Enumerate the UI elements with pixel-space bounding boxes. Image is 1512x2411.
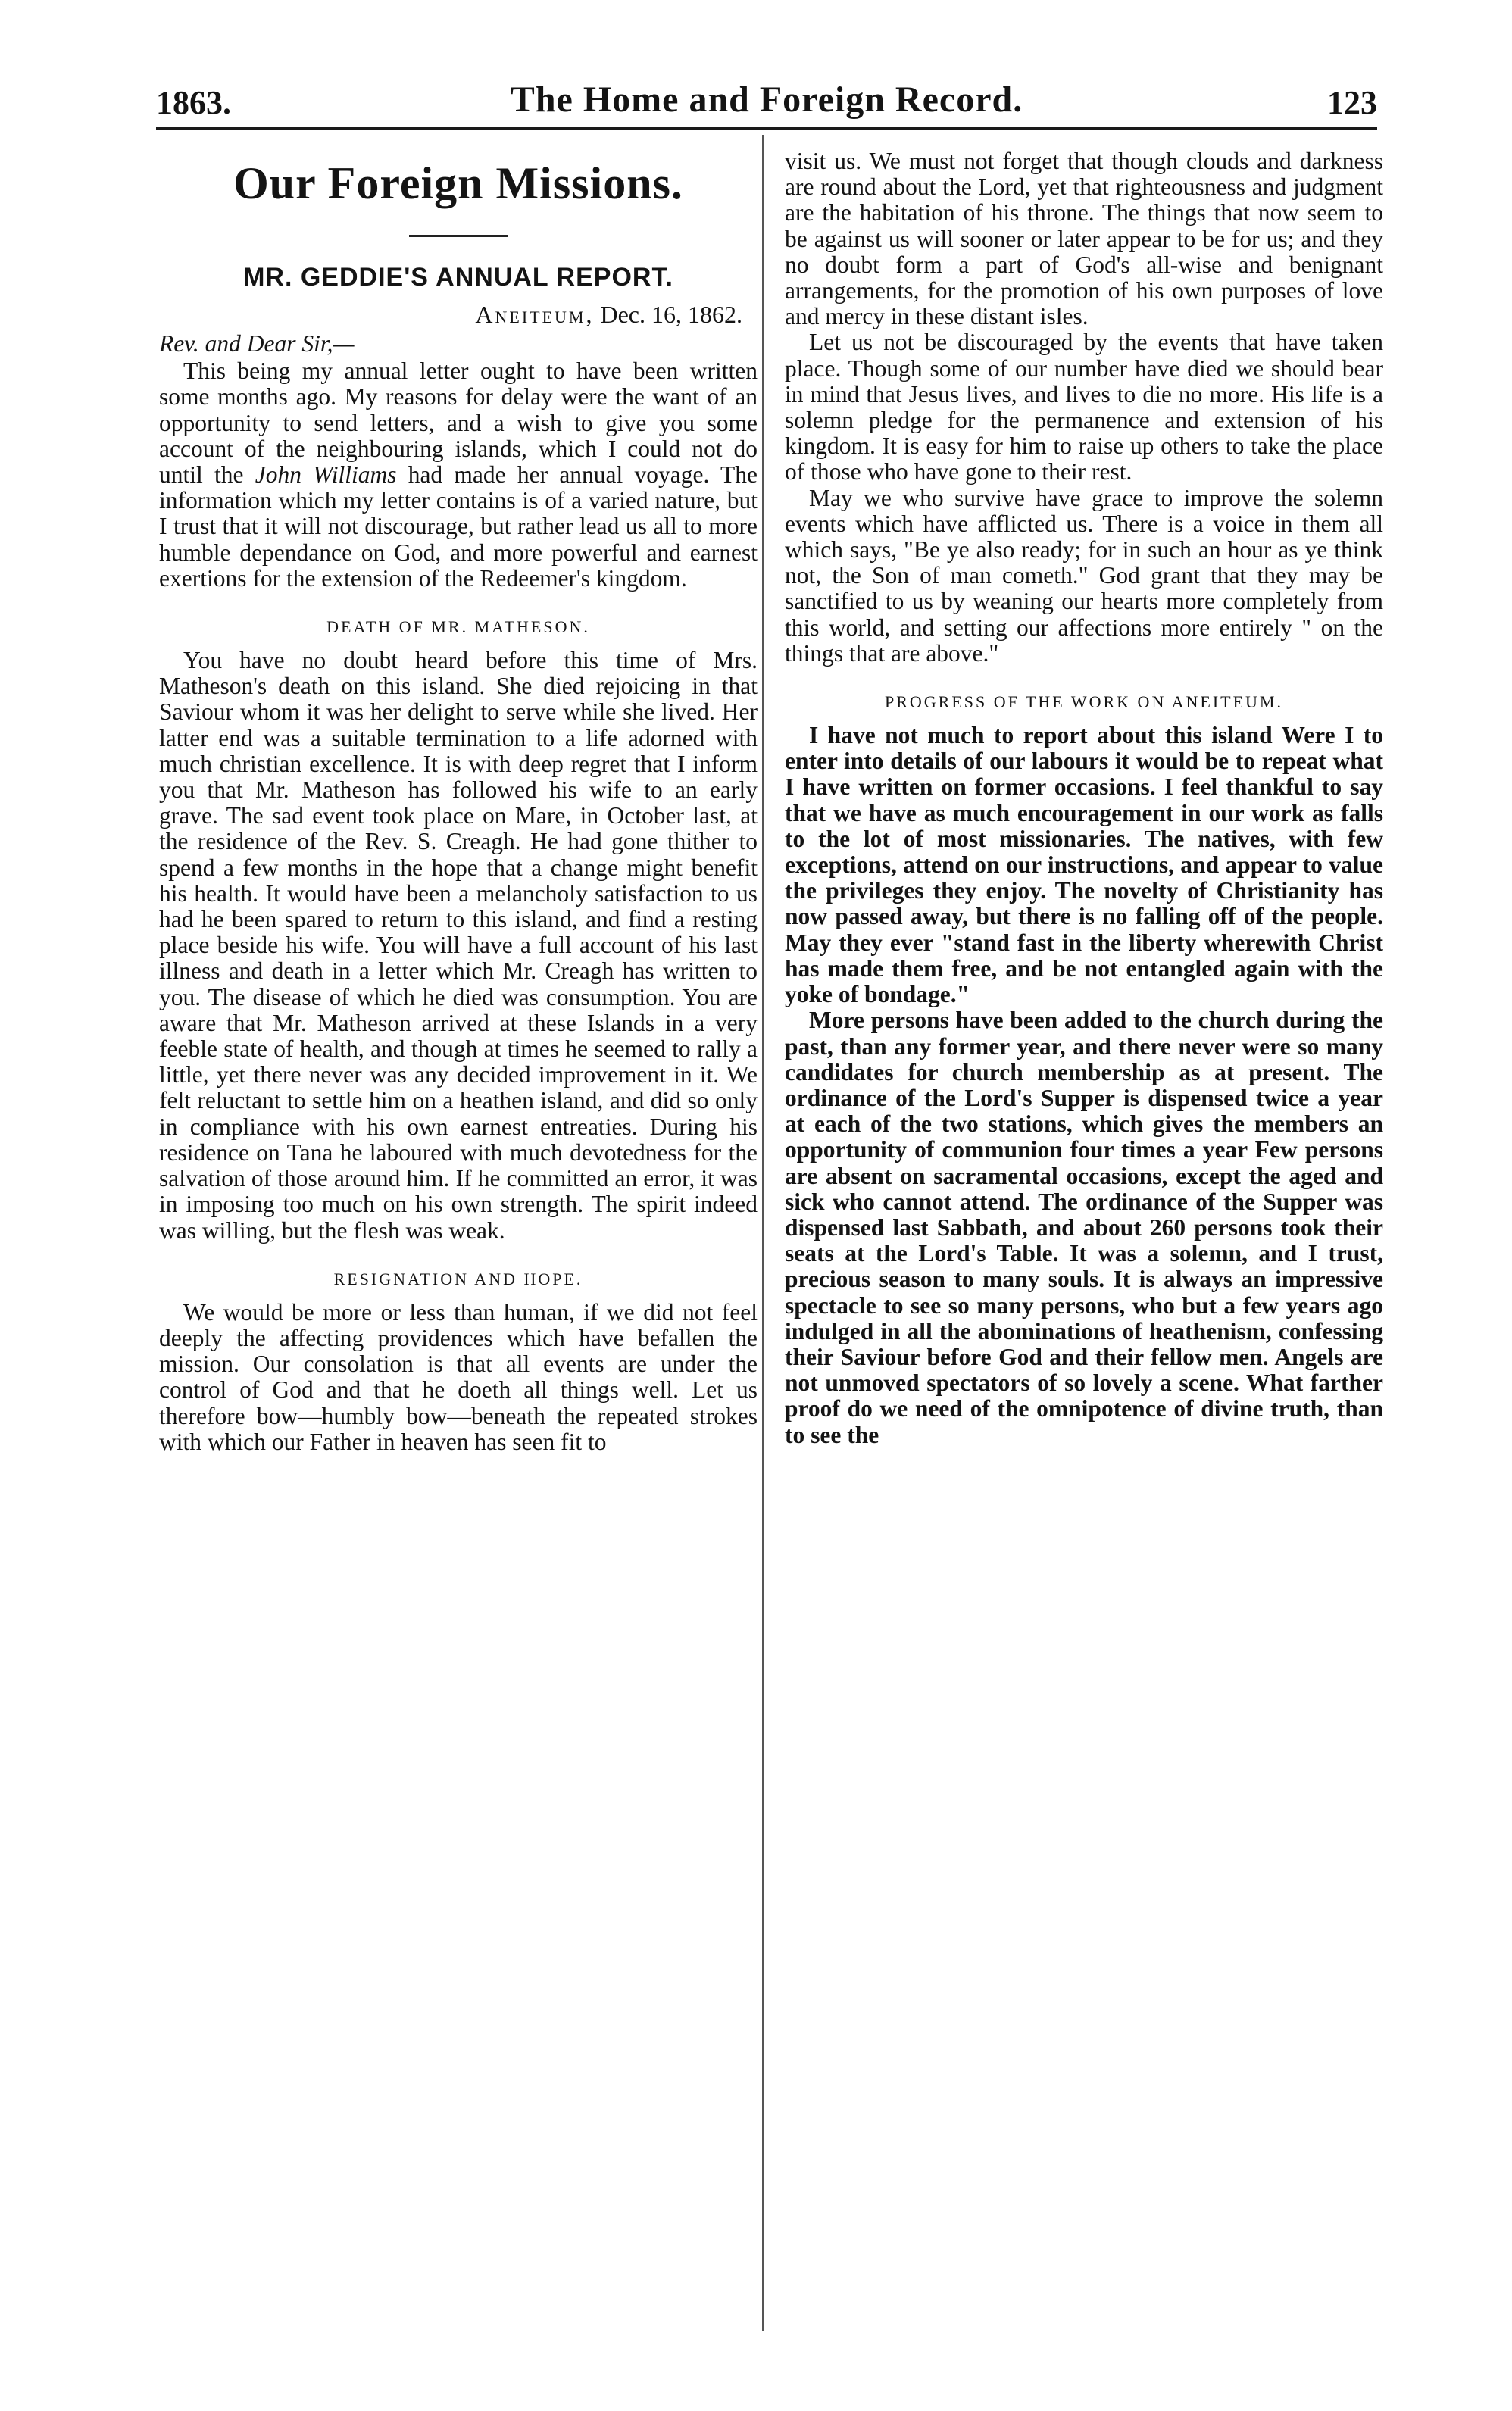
paragraph-continued: visit us. We must not forget that though clouds and darkness are round about the Lord, yet that righteousness and judgment are the habitation of his throne. The things that now seem to be against us will sooner or later appear to be for us; and they no doubt form a part of God's all-wise and benignant arrangements, for the promotion of his own purposes of love and mercy in these distant isles.: [785, 148, 1383, 330]
page-year: 1863.: [156, 84, 231, 121]
left-column: [159, 148, 758, 1455]
paragraph-resignation: We would be more or less than human, if we did not feel deeply the affecting providences which have befallen the mission. Our consolation is that all events are under the control of God and that he doeth all things well. Let us therefore bow—humbly bow—beneath the repeated strokes with which our Father in heaven has seen fit to: [159, 1298, 758, 1455]
paragraph-discouraged: Let us not be discouraged by the events that have taken place. Though some of our number have died we should bear in mind that Jesus lives, and lives to die no more. His life is a solemn pledge for the permanence and extension of his kingdom. It is easy for him to raise up others to take the place of those who have gone to their rest.: [785, 329, 1383, 486]
right-column: [785, 148, 1383, 1448]
page-number: 123: [1327, 84, 1377, 121]
paragraph-intro-b: had made her annual voyage. The information which my letter contains is of a varied nature, but I trust that it will not discourage, but rather lead us all to more humble dependance on God, and more powerful and earnest exertions for the extension of the Redeemer's kingdom.: [159, 461, 758, 592]
dateline-place: Aneiteum,: [475, 301, 595, 328]
dateline: [159, 299, 758, 329]
journal-title: The Home and Foreign Record.: [510, 80, 1023, 120]
column-divider: [762, 135, 764, 2331]
title-rule: [409, 235, 508, 237]
subhead-progress: PROGRESS OF THE WORK ON ANEITEUM.: [884, 692, 1283, 712]
page-header: [156, 79, 1377, 130]
paragraph-church: More persons have been added to the church during the past, than any former year, and there never were so many candidates for church membership as at present. The ordinance of the Lord's Supper is dispensed twice a year at each of the two stations, which gives the members an opportunity of communion four times a year Few persons are absent on sacramental occasions, except the aged and sick who cannot attend. The ordinance of the Supper was dispensed last Sabbath, and about 260 persons took their seats at the Lord's Table. It was a solemn, and I trust, precious season to many souls. It is always an impressive spectacle to see so many persons, who but a few years ago indulged in all the abominations of heathenism, confessing their Saviour before God and their fellow men. Angels are not unmoved spectators of so lovely a scene. What farther proof do we need of the omnipotence of divine truth, than to see the: [785, 1007, 1383, 1448]
paragraph-intro-a: This being my annual letter ought to have been written some months ago. My reasons for delay were the want of an opportunity to send letters, and a wish to give you some account of the neighbouring islands, which I could not do until the: [159, 358, 758, 489]
salutation: Rev. and Dear Sir,—: [159, 330, 355, 357]
section-title: Our Foreign Missions.: [233, 158, 683, 208]
report-title: MR. GEDDIE'S ANNUAL REPORT.: [243, 263, 673, 292]
ship-name: John Williams: [255, 461, 397, 489]
paragraph-intro: [159, 358, 758, 592]
paragraph-progress: I have not much to report about this island Were I to enter into details of our labours it would be to repeat what I have written on former occasions. I feel thankful to say that we have as much encouragement in our work as falls to the lot of most missionaries. The natives, with few exceptions, attend on our instructions, and appear to value the privileges they enjoy. The novelty of Christianity has now passed away, but there is no falling off of the people. May they ever "stand fast in the liberty wherewith Christ has made them free, and be not entangled again with the yoke of bondage.": [785, 722, 1383, 1008]
subhead-death: DEATH OF MR. MATHESON.: [326, 617, 590, 637]
subhead-resignation: RESIGNATION AND HOPE.: [333, 1269, 583, 1288]
paragraph-death: You have no doubt heard before this time of Mrs. Matheson's death on this island. She died rejoicing in that Saviour whom it was her delight to serve while she lived. Her latter end was a suitable termination to a life adorned with much christian excellence. It is with deep regret that I inform you that Mr. Matheson has followed his wife to an early grave. The sad event took place on Mare, in October last, at the residence of the Rev. S. Creagh. He had gone thither to spend a few months in the hope that a change might benefit his health. It would have been a melancholy satisfaction to us had he been spared to return to this island, and find a resting place beside his wife. You will have a full account of his last illness and death in a letter which Mr. Creagh has written to you. The disease of which he died was consumption. You are aware that Mr. Matheson arrived at these Islands in a very feeble state of health, and though at times he seemed to rally a little, yet there never was any decided improvement in it. We felt reluctant to settle him on a heathen island, and did so only in compliance with his own earnest entreaties. During his residence on Tana he laboured with much devotedness for the salvation of those around him. If he committed an error, it was in imposing too much on his own strength. The spirit indeed was willing, but the flesh was weak.: [159, 647, 758, 1244]
dateline-date: Dec. 16, 1862.: [594, 301, 742, 328]
paragraph-survive: May we who survive have grace to improve the solemn events which have afflicted us. There is a voice in them all which says, "Be ye also ready; for in such an hour as ye think not, the Son of man cometh." God grant that they may be sanctified to us by weaning our hearts more completely from this world, and setting our affections more entirely " on the things that are above.": [785, 484, 1383, 667]
